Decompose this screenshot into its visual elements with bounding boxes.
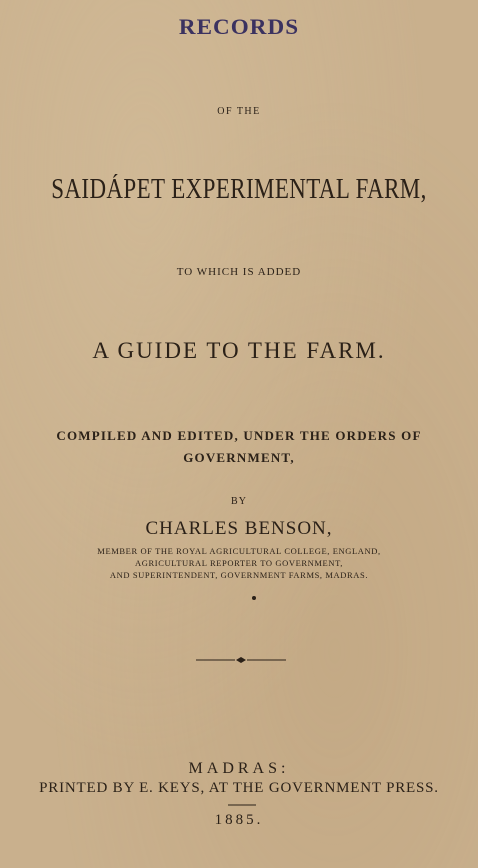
by-line: BY [231, 496, 247, 507]
guide-title: A GUIDE TO THE FARM. [92, 338, 386, 363]
imprint-printer: PRINTED BY E. KEYS, AT THE GOVERNMENT PRESS. [39, 780, 439, 796]
author-name: CHARLES BENSON, [145, 518, 333, 539]
short-rule [0, 800, 478, 810]
government-line: GOVERNMENT, [183, 450, 295, 465]
added-line: TO WHICH IS ADDED [176, 266, 302, 278]
main-title: SAIDÁPET EXPERIMENTAL FARM, [51, 174, 427, 205]
compiled-line: COMPILED AND EDITED, UNDER THE ORDERS OF [56, 428, 422, 443]
records-stamp: RECORDS [178, 14, 300, 39]
ornament-rule [0, 648, 478, 672]
of-the-line: OF THE [217, 106, 261, 117]
credential-line: MEMBER OF THE ROYAL AGRICULTURAL COLLEGE, ENGLAND, [97, 546, 381, 556]
imprint-year: 1885. [214, 812, 264, 828]
credential-line: AGRICULTURAL REPORTER TO GOVERNMENT, [135, 558, 343, 568]
ink-dot [252, 596, 256, 600]
imprint-place: MADRAS: [188, 760, 290, 777]
credential-line: AND SUPERINTENDENT, GOVERNMENT FARMS, MADRAS. [109, 570, 369, 580]
